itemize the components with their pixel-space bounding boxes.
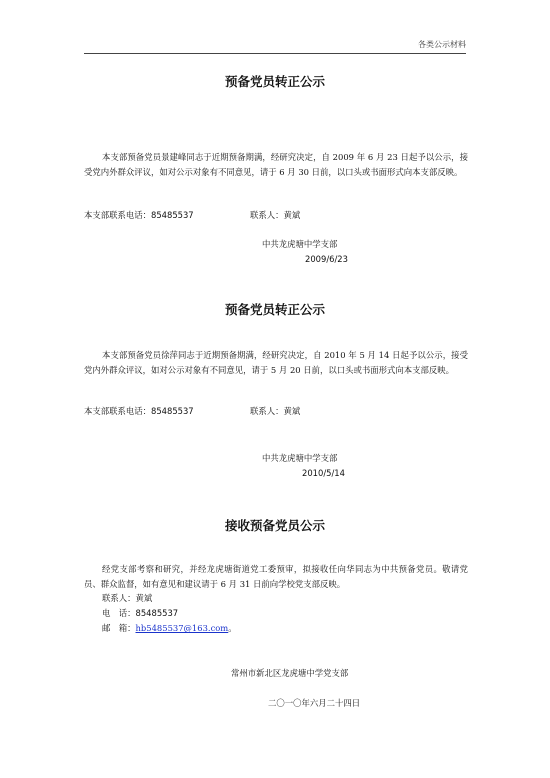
notice3-org: 常州市新北区龙虎塘中学党支部 (231, 668, 349, 678)
notice3-phone-label: 电 话： (102, 608, 136, 618)
notice1-title: 预备党员转正公示 (224, 74, 325, 89)
notice2-phone: 85485537 (151, 406, 194, 416)
notice2-date: 2010/5/14 (302, 468, 345, 478)
notice1-contact-row (250, 209, 300, 221)
notice1-phone-row (84, 209, 194, 221)
notice3-email-suffix: 。 (228, 623, 237, 633)
notice3-body: 经党支部考察和研究，并经龙虎塘街道党工委预审，拟接收任向华同志为中共预备党员。敬请党员、群众监督，如有意见和建议请于 6 月 31 日前向学校党支部反映。 (84, 564, 468, 589)
notice1-contact-label: 联系人： (250, 210, 284, 220)
running-header: 各类公示材料 (418, 40, 466, 49)
notice1-body: 本支部预备党员景建峰同志于近期预备期满，经研究决定，自 2009 年 6 月 23 日起予以公示，接受党内外群众评议，如对公示对象有不同意见，请于 6 月 30 日前，以口头或书面形式向本支部反映。 (84, 152, 468, 177)
notice3-email-row (102, 622, 237, 634)
notice2-contact-label: 联系人： (250, 406, 284, 416)
notice2-phone-row (84, 405, 194, 417)
notice1-date: 2009/6/23 (305, 254, 348, 264)
notice2-contact-row (250, 405, 300, 417)
notice2-body: 本支部预备党员徐萍同志于近期预备期满，经研究决定，自 2010 年 5 月 14 日起予以公示，接受党内外群众评议，如对公示对象有不同意见，请于 5 月 20 日前，以口头或书面形式向本支部反映。 (84, 350, 468, 375)
notice3-email-link[interactable]: hb5485537@163.com (135, 623, 229, 633)
notice1-phone-label: 本支部联系电话： (84, 210, 151, 220)
notice3-email-label: 邮 箱： (102, 623, 136, 633)
notice1-contact: 黄斌 (283, 210, 301, 220)
notice3-phone-row (102, 607, 178, 619)
notice3-contact: 联系人：黄斌 (102, 593, 153, 603)
notice2-contact: 黄斌 (283, 406, 301, 416)
notice1-phone: 85485537 (151, 210, 194, 220)
notice2-title: 预备党员转正公示 (224, 302, 325, 317)
header-divider (84, 53, 466, 54)
notice3-phone: 85485537 (135, 608, 179, 618)
notice2-org: 中共龙虎塘中学支部 (262, 453, 338, 463)
notice2-phone-label: 本支部联系电话： (84, 406, 151, 416)
notice3-date: 二〇一〇年六月二十四日 (268, 698, 361, 708)
notice1-org: 中共龙虎塘中学支部 (262, 239, 338, 249)
notice3-title: 接收预备党员公示 (224, 518, 325, 533)
